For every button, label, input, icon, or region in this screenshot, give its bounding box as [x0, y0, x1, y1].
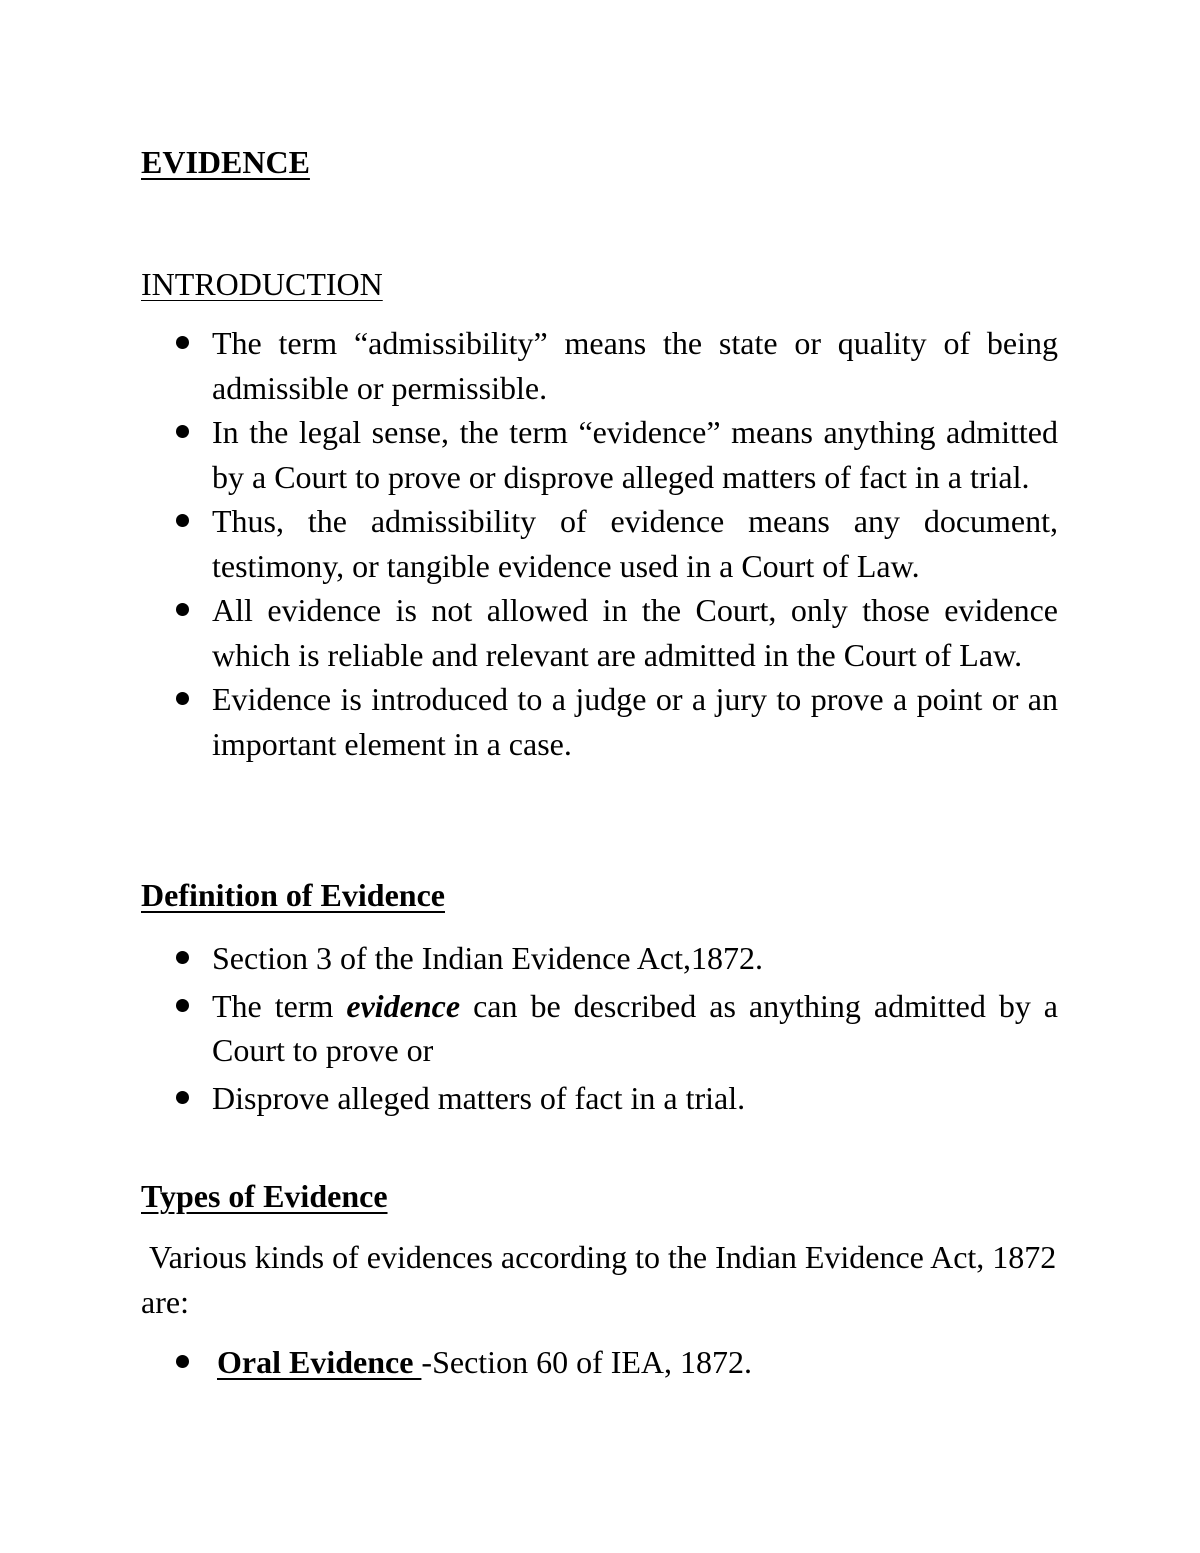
- list-item-text: The term “admissibility” means the state or quality of being admissible or permissible.: [212, 325, 1058, 406]
- oral-evidence-label: Oral Evidence: [217, 1344, 422, 1380]
- list-item-text-pre: The term: [212, 987, 347, 1024]
- bullet-icon: [176, 336, 189, 349]
- list-item: [0, 1076, 1058, 1121]
- list-item: [0, 1340, 1063, 1385]
- list-item: [0, 410, 1058, 499]
- list-item-text-post: can be described as anything admitted by a Court to prove or: [212, 987, 1059, 1068]
- bullet-icon: [176, 603, 189, 616]
- list-item: [0, 588, 1058, 677]
- bullet-icon: [176, 514, 189, 527]
- document-title: EVIDENCE: [141, 144, 310, 180]
- bullet-icon: [176, 692, 189, 705]
- bullet-icon: [176, 951, 189, 964]
- list-item-text: Disprove alleged matters of fact in a trial.: [212, 1079, 746, 1116]
- types-list: [0, 1340, 1063, 1385]
- types-intro-paragraph: Various kinds of evidences according to the Indian Evidence Act, 1872 are:: [141, 1239, 1065, 1320]
- bullet-icon: [176, 1091, 189, 1104]
- list-item: [0, 936, 1058, 981]
- list-item-text: Thus, the admissibility of evidence means any document, testimony, or tangible evidence used in a Court of Law.: [212, 503, 1058, 584]
- list-item: [0, 984, 1058, 1073]
- list-item: [0, 321, 1058, 410]
- oral-evidence-text: -Section 60 of IEA, 1872.: [421, 1344, 753, 1380]
- list-item-text: Section 3 of the Indian Evidence Act,1872.: [212, 940, 763, 976]
- types-heading: Types of Evidence: [141, 1178, 388, 1214]
- bullet-icon: [176, 425, 189, 438]
- list-item-text: All evidence is not allowed in the Court, only those evidence which is reliable and relevant are admitted in the Court of Law.: [212, 592, 1058, 673]
- bullet-icon: [176, 1355, 189, 1368]
- list-item-text: In the legal sense, the term “evidence” means anything admitted by a Court to prove or disprove alleged matters of fact in a trial.: [212, 414, 1058, 495]
- list-item-text: Evidence is introduced to a judge or a jury to prove a point or an important element in a case.: [212, 681, 1058, 762]
- definition-heading: Definition of Evidence: [141, 877, 445, 913]
- definition-list: [0, 936, 1058, 1120]
- list-item: [0, 499, 1058, 588]
- list-item: [0, 677, 1058, 766]
- bullet-icon: [176, 999, 189, 1012]
- emphasized-term: evidence: [346, 987, 461, 1024]
- introduction-heading: INTRODUCTION: [141, 266, 383, 302]
- introduction-list: [0, 321, 1058, 766]
